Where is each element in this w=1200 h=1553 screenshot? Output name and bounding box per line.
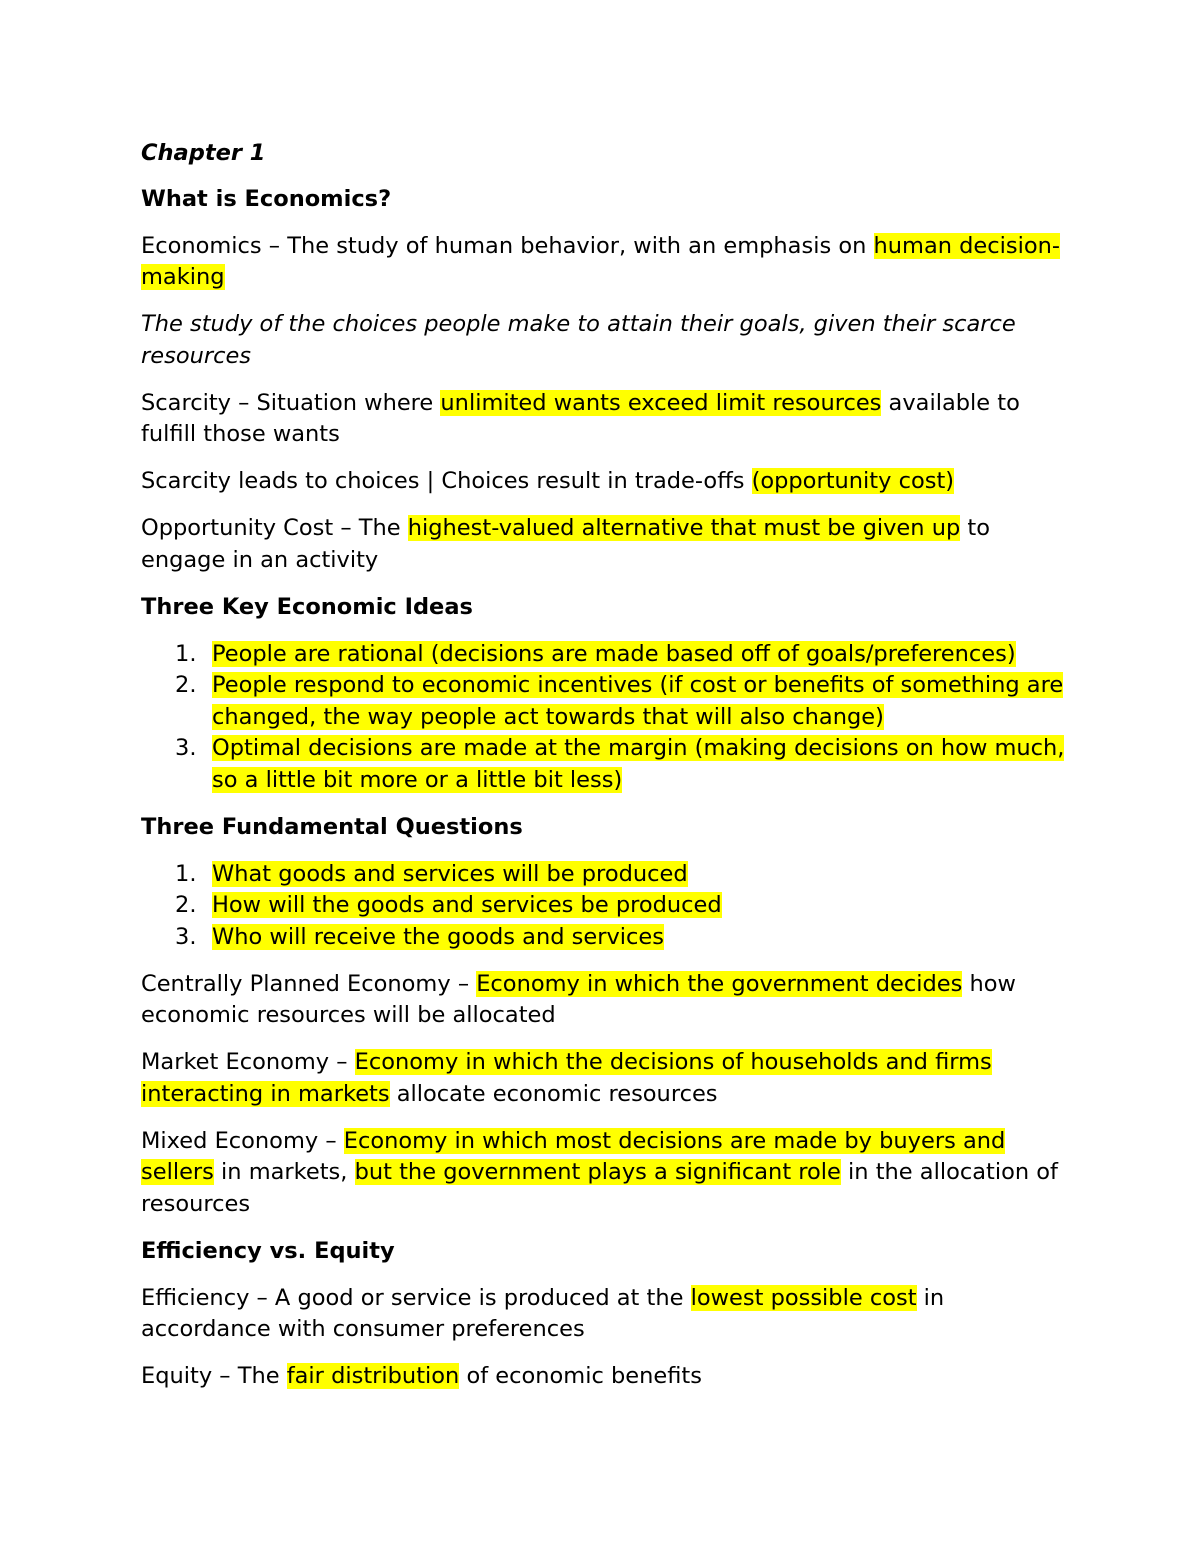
economics-definition	[141, 231, 1066, 294]
list-item-text: People respond to economic incentives (if cost or benefits of something are changed, the way people act towards that will also change)	[212, 672, 1064, 730]
section-heading-fundamental-questions: Three Fundamental Questions	[141, 813, 523, 840]
section-heading-efficiency-equity: Efficiency vs. Equity	[141, 1237, 395, 1264]
key-ideas-list	[141, 639, 1066, 797]
equity-rest: of economic benefits	[459, 1363, 702, 1389]
opportunity-cost-definition	[141, 513, 1066, 576]
market-economy-rest: allocate economic resources	[389, 1080, 718, 1107]
list-item	[141, 670, 1066, 733]
mixed-economy-rest: in the allocation of resources	[141, 1159, 1058, 1217]
list-item-text: How will the goods and services be produced	[212, 892, 722, 918]
mixed-economy-term: Mixed Economy –	[141, 1127, 344, 1154]
list-number: 3.	[175, 735, 197, 761]
list-item	[141, 890, 1066, 922]
chapter-title: Chapter 1	[141, 140, 266, 166]
list-number: 1.	[175, 860, 197, 887]
scarcity-definition	[141, 388, 1066, 451]
highlight-highest-valued-alternative: highest-valued alternative that must be given up	[407, 515, 961, 541]
list-item-text: Who will receive the goods and services	[212, 923, 664, 950]
economics-alternate-definition: The study of the choices people make to attain their goals, given their scarce resources	[141, 311, 1016, 369]
equity-term: Equity – The	[141, 1363, 287, 1389]
list-item-text: Optimal decisions are made at the margin (making decisions on how much, so a little bit more or a little bit less)	[212, 735, 1065, 793]
efficiency-definition	[141, 1283, 1066, 1346]
mixed-economy-mid: in markets,	[213, 1159, 355, 1185]
market-economy-definition	[141, 1047, 1066, 1110]
fundamental-questions-list	[141, 859, 1066, 954]
list-number: 2.	[175, 672, 197, 698]
market-economy-term: Market Economy –	[141, 1049, 355, 1075]
highlight-human-decision-making: human decision-making	[141, 232, 1061, 290]
highlight-lowest-possible-cost: lowest possible cost	[690, 1284, 917, 1311]
highlight-government-decides: Economy in which the government decides	[476, 970, 963, 997]
list-number: 1.	[175, 640, 197, 667]
centrally-planned-rest: how economic resources will be allocated	[141, 970, 1016, 1028]
scarcity-choices-text: Scarcity leads to choices | Choices result in trade-offs	[141, 468, 752, 494]
list-item	[141, 733, 1066, 796]
highlight-opportunity-cost: (opportunity cost)	[751, 468, 955, 494]
opportunity-cost-term: Opportunity Cost – The	[141, 515, 408, 541]
economics-term: Economics – The study of human behavior, with an emphasis on	[141, 232, 874, 259]
centrally-planned-term: Centrally Planned Economy –	[141, 970, 477, 997]
list-item-text: What goods and services will be produced	[212, 860, 688, 887]
efficiency-rest: in accordance with consumer preferences	[141, 1284, 945, 1342]
list-item-text: People are rational (decisions are made based off of goals/preferences)	[212, 640, 1016, 667]
list-item	[141, 859, 1066, 891]
highlight-households-and-firms: Economy in which the decisions of households and firms interacting in markets	[141, 1049, 992, 1107]
scarcity-term: Scarcity – Situation where	[141, 389, 441, 416]
mixed-economy-definition	[141, 1126, 1066, 1221]
highlight-buyers-and-sellers: Economy in which most decisions are made by buyers and sellers	[141, 1127, 1006, 1185]
opportunity-cost-rest: to engage in an activity	[141, 515, 990, 573]
highlight-unlimited-wants: unlimited wants exceed limit resources	[440, 389, 882, 416]
highlight-fair-distribution: fair distribution	[286, 1363, 460, 1389]
list-number: 2.	[175, 892, 197, 918]
centrally-planned-economy-definition	[141, 969, 1066, 1032]
list-item	[141, 639, 1066, 671]
scarcity-rest: available to fulfill those wants	[141, 389, 1020, 447]
document-page	[141, 138, 1066, 1408]
highlight-government-significant-role: but the government plays a significant role	[354, 1159, 841, 1185]
section-heading-what-is-economics: What is Economics?	[141, 185, 392, 212]
equity-definition	[141, 1361, 1066, 1393]
scarcity-choices-line	[141, 466, 1066, 498]
section-heading-key-ideas: Three Key Economic Ideas	[141, 593, 473, 620]
efficiency-term: Efficiency – A good or service is produced at the	[141, 1284, 691, 1311]
list-number: 3.	[175, 923, 197, 950]
list-item	[141, 922, 1066, 954]
